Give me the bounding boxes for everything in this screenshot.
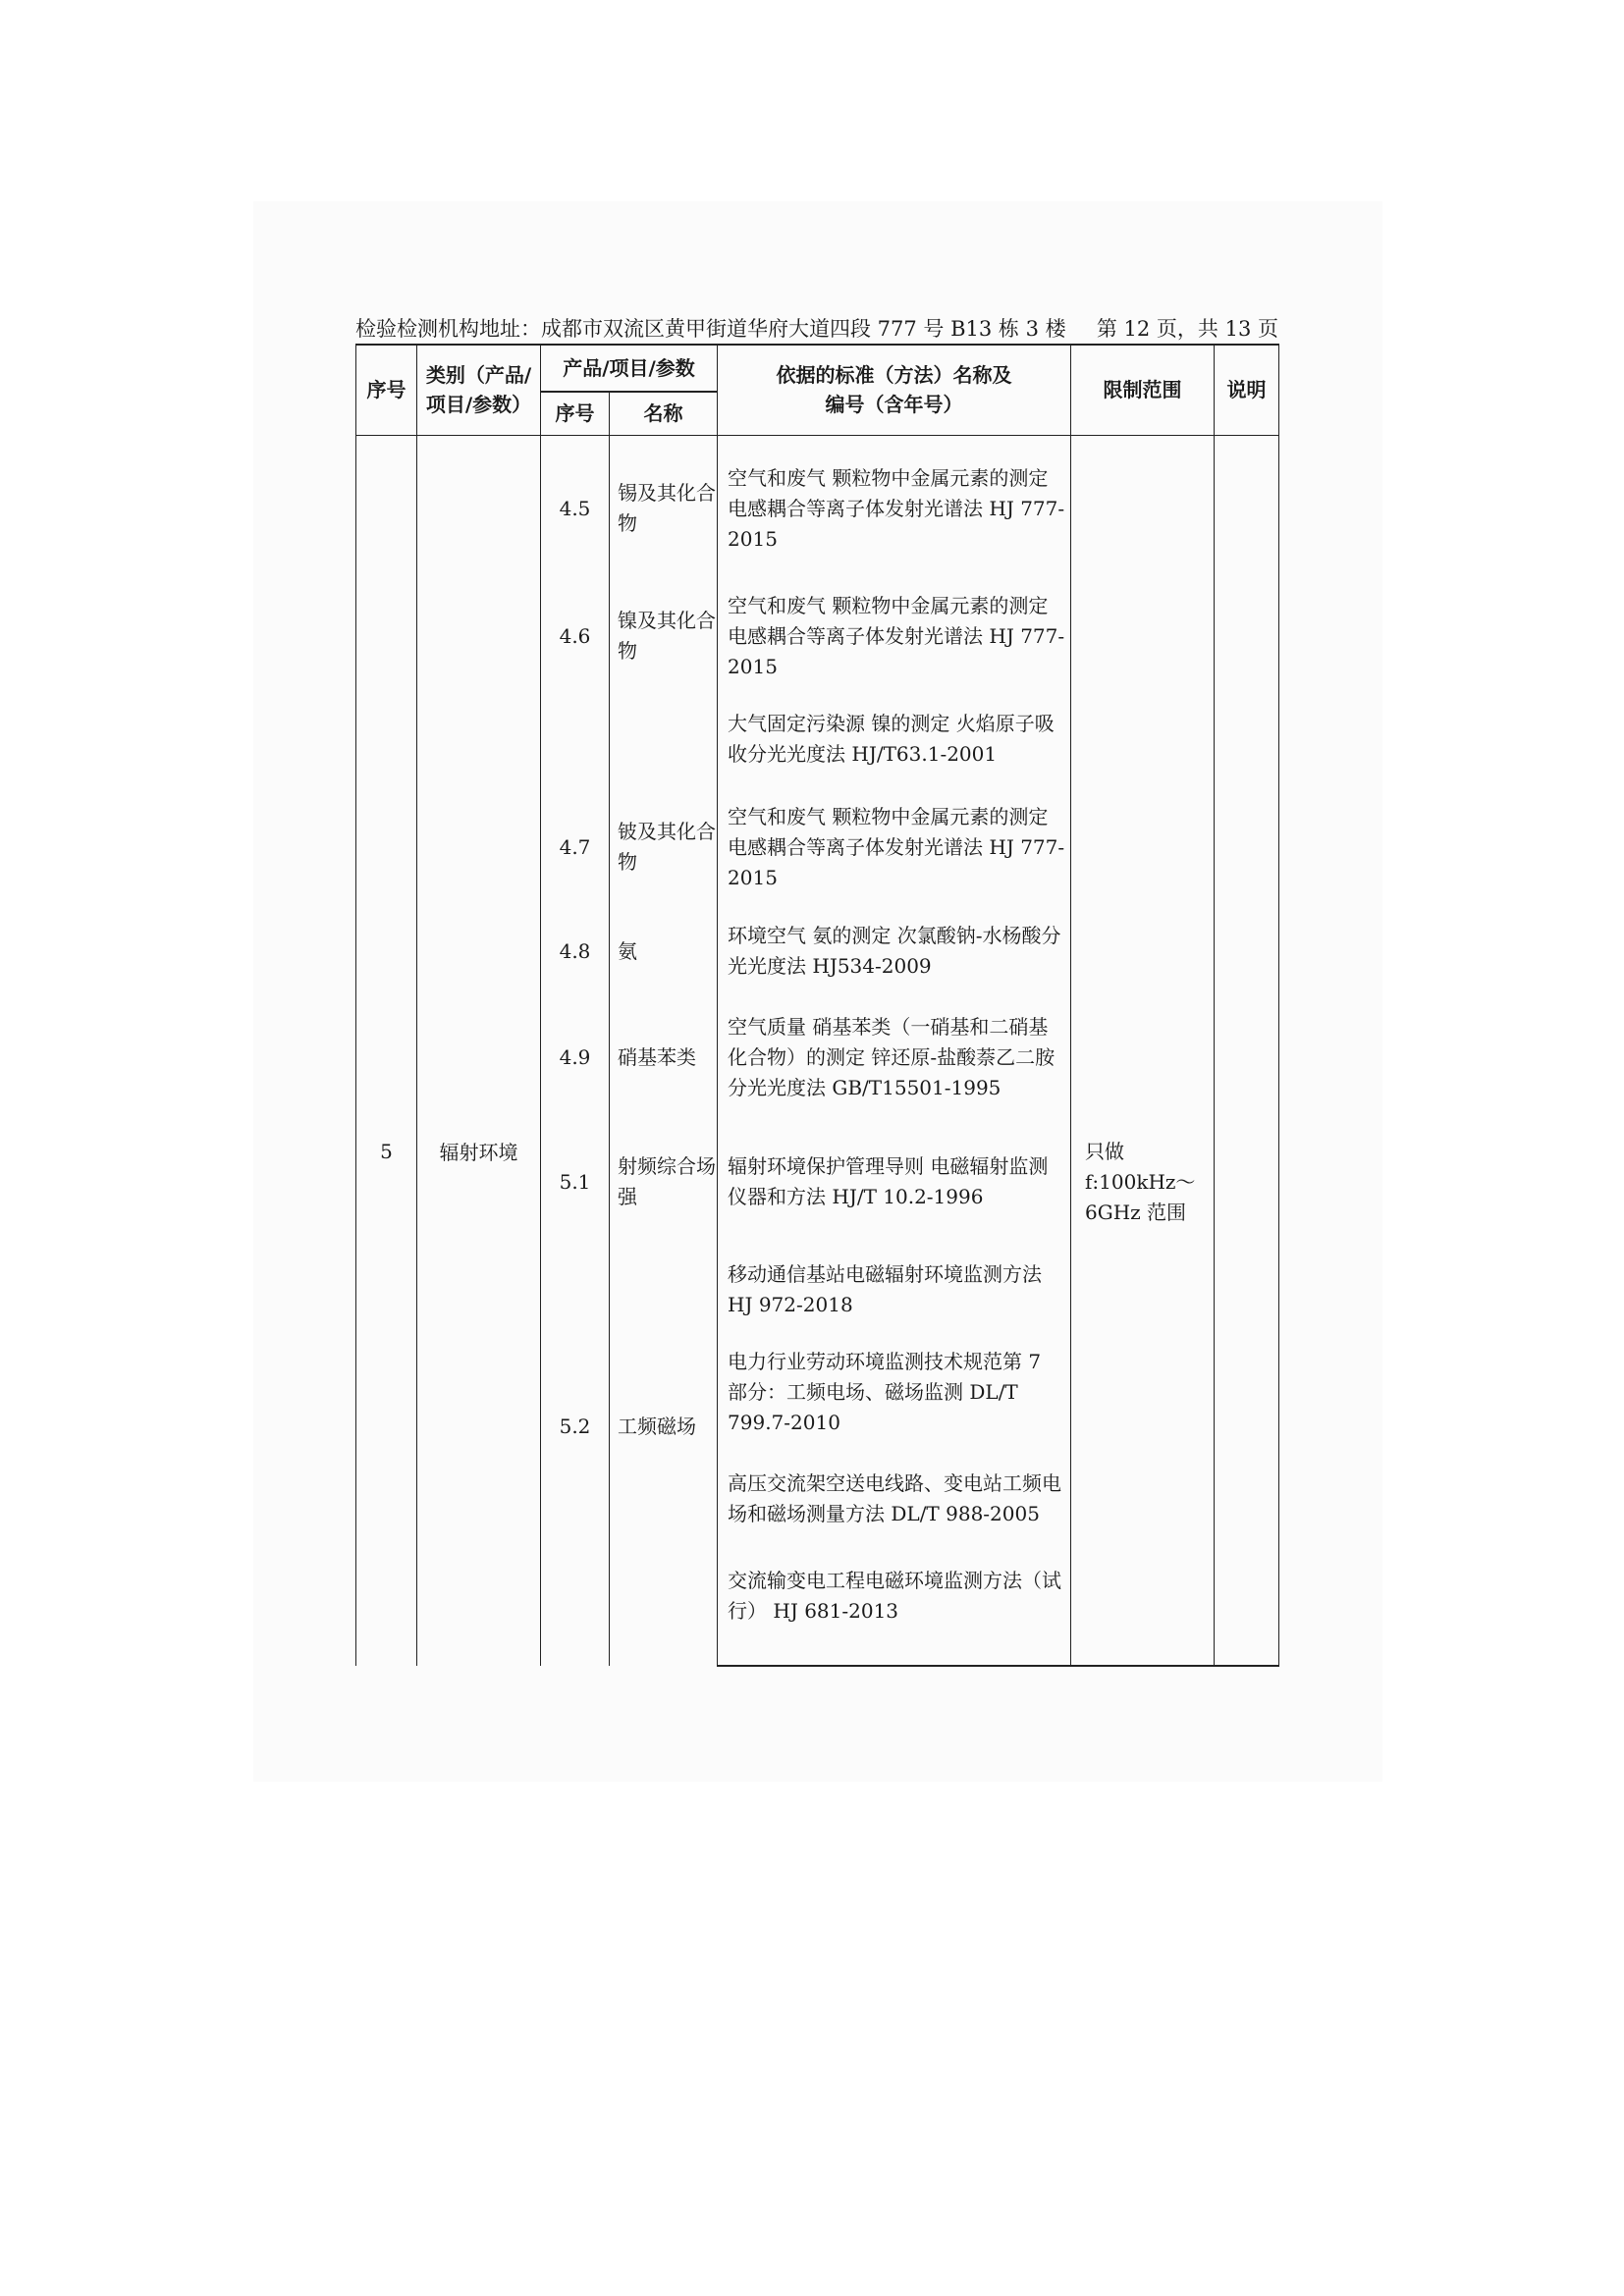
row-name: 锡及其化合物 <box>610 435 718 582</box>
page-header <box>355 312 1278 346</box>
empty-cell <box>1071 1548 1215 1644</box>
row-standard: 移动通信基站电磁辐射环境监测方法 HJ 972-2018 <box>718 1246 1071 1334</box>
row-standard: 空气和废气 颗粒物中金属元素的测定 电感耦合等离子体发射光谱法 HJ 777-2015 <box>718 788 1071 906</box>
row-standard: 空气质量 硝基苯类（一硝基和二硝基化合物）的测定 锌还原-盐酸萘乙二胺分光光度法 GB/T15501-1995 <box>718 996 1071 1118</box>
row-sub-seq: 4.8 <box>541 906 610 996</box>
empty-cell <box>541 690 610 788</box>
row-limit: 只做 f:100kHz～6GHz 范围 <box>1071 1118 1215 1246</box>
group-seq: 5 <box>356 435 417 1666</box>
empty-cell <box>1071 1450 1215 1548</box>
row-standard: 空气和废气 颗粒物中金属元素的测定 电感耦合等离子体发射光谱法 HJ 777-2015 <box>718 582 1071 690</box>
row-name: 射频综合场强 <box>610 1118 718 1246</box>
empty-cell <box>1071 690 1215 788</box>
empty-cell <box>1215 1450 1279 1548</box>
empty-cell <box>1215 1548 1279 1644</box>
row-standard: 辐射环境保护管理导则 电磁辐射监测仪器和方法 HJ/T 10.2-1996 <box>718 1118 1071 1246</box>
group-category: 辐射环境 <box>417 435 541 1666</box>
row-standard: 环境空气 氨的测定 次氯酸钠-水杨酸分光光度法 HJ534-2009 <box>718 906 1071 996</box>
empty-cell <box>1071 1246 1215 1334</box>
col-header-limit: 限制范围 <box>1071 345 1215 435</box>
row-standard: 高压交流架空送电线路、变电站工频电场和磁场测量方法 DL/T 988-2005 <box>718 1450 1071 1548</box>
empty-cell <box>1071 1334 1215 1450</box>
row-limit <box>1071 906 1215 996</box>
row-sub-seq: 4.6 <box>541 582 610 690</box>
lab-address: 检验检测机构地址：成都市双流区黄甲街道华府大道四段 777 号 B13 栋 3 楼 <box>355 317 1066 341</box>
empty-cell <box>1071 1644 1215 1666</box>
row-limit <box>1071 582 1215 690</box>
col-header-standard: 依据的标准（方法）名称及编号（含年号） <box>718 345 1071 435</box>
row-sub-seq: 5.1 <box>541 1118 610 1246</box>
row-note <box>1215 435 1279 582</box>
row-sub-seq: 5.2 <box>541 1246 610 1666</box>
row-limit <box>1071 435 1215 582</box>
row-standard: 大气固定污染源 镍的测定 火焰原子吸收分光光度法 HJ/T63.1-2001 <box>718 690 1071 788</box>
row-note <box>1215 906 1279 996</box>
empty-cell <box>1215 690 1279 788</box>
row-note <box>1215 582 1279 690</box>
row-sub-seq: 4.5 <box>541 435 610 582</box>
empty-cell <box>610 690 718 788</box>
row-name: 工频磁场 <box>610 1246 718 1666</box>
row-sub-seq: 4.7 <box>541 788 610 906</box>
empty-cell <box>1215 1644 1279 1666</box>
row-sub-seq: 4.9 <box>541 996 610 1118</box>
row-standard: 交流输变电工程电磁环境监测方法（试行） HJ 681-2013 <box>718 1548 1071 1644</box>
row-name: 氨 <box>610 906 718 996</box>
row-note <box>1215 1118 1279 1246</box>
empty-cell <box>1215 1246 1279 1334</box>
col-header-sub-seq: 序号 <box>541 392 610 435</box>
empty-cell <box>718 1644 1071 1666</box>
page-number: 第 12 页，共 13 页 <box>1096 317 1278 341</box>
row-standard: 空气和废气 颗粒物中金属元素的测定 电感耦合等离子体发射光谱法 HJ 777-2015 <box>718 435 1071 582</box>
col-header-product-group: 产品/项目/参数 <box>541 345 718 392</box>
row-limit <box>1071 788 1215 906</box>
row-note <box>1215 996 1279 1118</box>
row-name: 镍及其化合物 <box>610 582 718 690</box>
col-header-category: 类别（产品/项目/参数） <box>417 345 541 435</box>
col-header-sub-name: 名称 <box>610 392 718 435</box>
col-header-note: 说明 <box>1215 345 1279 435</box>
certification-scope-table <box>355 344 1279 1667</box>
col-header-seq: 序号 <box>356 345 417 435</box>
row-name: 硝基苯类 <box>610 996 718 1118</box>
row-name: 铍及其化合物 <box>610 788 718 906</box>
row-limit <box>1071 996 1215 1118</box>
row-standard: 电力行业劳动环境监测技术规范第 7 部分：工频电场、磁场监测 DL/T 799.7-2010 <box>718 1334 1071 1450</box>
empty-cell <box>1215 1334 1279 1450</box>
row-note <box>1215 788 1279 906</box>
